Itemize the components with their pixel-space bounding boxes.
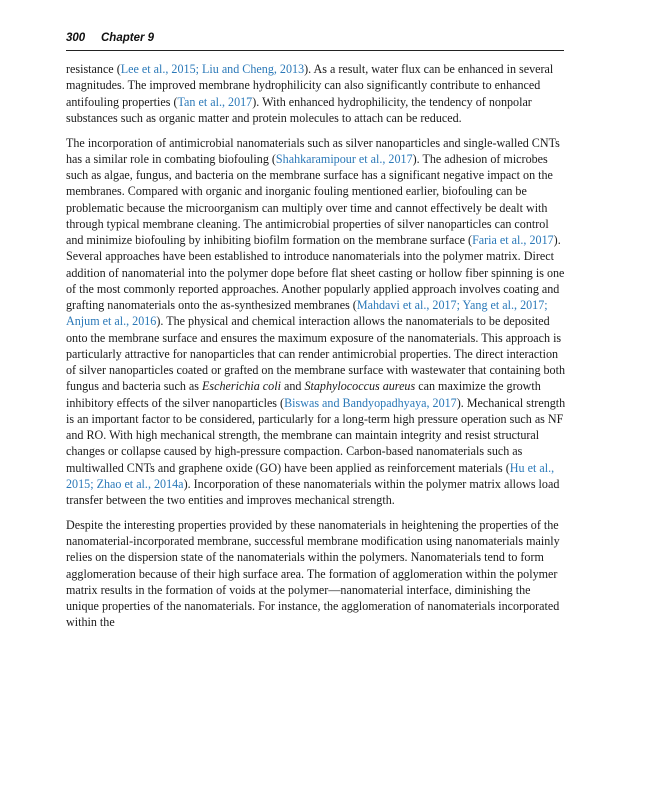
text-run: Despite the interesting properties provided by these nanomaterials in heightening the properties of the nanomaterial-incorporated membrane, successful membrane modification using nanomaterials mainly relies on the dispersion state of the nanomaterials within the polymers. Nanomaterials tend to form agglomeration because of their high surface area. The formation of agglomeration within the polymer matrix results in the formation of voids at the polymer—nanomaterial interface, diminishing the unique properties of the nanomaterials. For instance, the agglomeration of nanomaterials incorporated within the xyxy=(66,517,560,630)
citation-link[interactable]: Lee et al., 2015; Liu and Cheng, 2013 xyxy=(120,62,305,76)
species-name: Staphylococcus aureus xyxy=(304,379,416,394)
text-run: ). As a result, water flux can be enhanced in several magnitudes. The improved membrane hydrophilicity can also significantly contribute to enhanced antifouling properties ( xyxy=(66,62,554,109)
body-text xyxy=(66,61,566,639)
paragraph-2 xyxy=(66,135,566,509)
chapter-title: Chapter 9 xyxy=(101,32,155,44)
page-number: 300 xyxy=(66,32,86,44)
text-run: and xyxy=(280,379,305,394)
text-run: ). Incorporation of these nanomaterials within the polymer matrix allows load transfer between the two entities and improves mechanical strength. xyxy=(66,476,560,507)
text-run: ). The adhesion of microbes such as algae, fungus, and bacteria on the membrane surface has a significant negative impact on the membranes. Compared with organic and inorganic fouling mentioned earlier, biofouling can be problematic because the microorganism can multiply over time and cannot effectively be dealt with through typical membrane cleaning. The antimicrobial properties of silver nanoparticles can control and minimize biofouling by inhibiting biofilm formation on the membrane surface ( xyxy=(66,151,553,247)
paragraph-3 xyxy=(66,517,566,631)
citation-link[interactable]: Faria et al., 2017 xyxy=(472,233,554,247)
citation-link[interactable]: Mahdavi et al., 2017; Yang et al., 2017; Anjum et al., 2016 xyxy=(66,298,548,329)
paragraph-1 xyxy=(66,61,566,126)
citation-link[interactable]: Hu et al., 2015; Zhao et al., 2014a xyxy=(66,460,555,491)
text-run: ). With enhanced hydrophilicity, the tendency of nonpolar substances such as organic matter and protein molecules to attach can be reduced. xyxy=(66,94,532,125)
text-run: resistance ( xyxy=(66,62,121,76)
text-run: ). The physical and chemical interaction allows the nanomaterials to be deposited onto the membrane surface and ensures the maximum exposure of the nanomaterials. This approach is particularly attractive for nanoparticles that can render antimicrobial properties. The direct interaction of silver nanoparticles coated or grafted on the membrane surface with wastewater that containing both fungus and bacteria such as xyxy=(66,314,566,394)
species-name: Escherichia coli xyxy=(202,379,281,394)
running-header xyxy=(66,30,564,51)
text-run: can maximize the growth inhibitory effects of the silver nanoparticles ( xyxy=(66,379,541,410)
citation-link[interactable]: Shahkaramipour et al., 2017 xyxy=(275,151,413,166)
citation-link[interactable]: Biswas and Bandyopadhyaya, 2017 xyxy=(284,395,457,410)
text-run: The incorporation of antimicrobial nanomaterials such as silver nanoparticles and single-walled CNTs has a similar role in combating biofouling ( xyxy=(66,135,560,166)
text-run: ). Several approaches have been established to introduce nanomaterials into the polymer matrix. Direct addition of nanomaterial into the polymer dope before flat sheet casting or hollow fiber spinning is one of the most commonly reported approaches. Another popularly applied approach involves coating and grafting nanomaterials onto the as-synthesized membranes ( xyxy=(66,233,565,312)
citation-link[interactable]: Tan et al., 2017 xyxy=(177,94,253,109)
text-run: ). Mechanical strength is an important factor to be considered, particularly for a long-term high pressure operation such as NF and RO. With high mechanical strength, the membrane can maintain integrity and resist structural changes or collapse caused by high-pressure compaction. Carbon-based nanomaterials such as multiwalled CNTs and graphene oxide (GO) have been applied as reinforcement materials ( xyxy=(66,395,566,475)
